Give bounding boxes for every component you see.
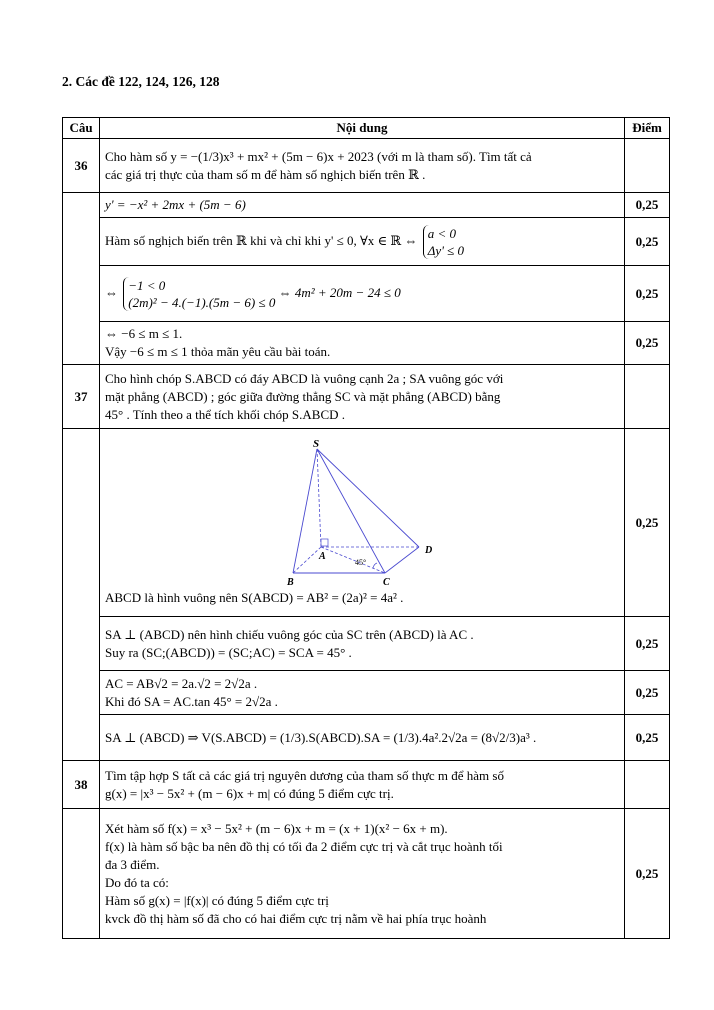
step-line: AC = AB√2 = 2a.√2 = 2√2a . <box>105 675 258 691</box>
table-row <box>63 809 670 939</box>
label-a: A <box>319 550 326 562</box>
prompt-line: Cho hàm số y = −(1/3)x³ + mx² + (5m − 6)x + 2023 (với m là tham số). Tìm tất cả <box>105 148 532 164</box>
solution-step: SA ⊥ (ABCD) ⇒ V(S.ABCD) = (1/3).S(ABCD).SA = (1/3).4a².2√2a = (8√2/3)a³ . <box>100 715 625 761</box>
solution-step <box>100 322 625 365</box>
solution-step <box>100 266 625 322</box>
label-c: C <box>383 576 390 588</box>
score-cell: 0,25 <box>625 715 670 761</box>
question-prompt <box>100 761 625 809</box>
system-line: −1 < 0 <box>128 277 166 293</box>
score-cell: 0,25 <box>625 193 670 218</box>
table-row <box>63 761 670 809</box>
step-line: ⇔ −6 ≤ m ≤ 1. <box>105 326 183 341</box>
step-line: đa 3 điểm. <box>105 856 160 872</box>
solution-step <box>100 429 625 617</box>
answer-table <box>62 117 670 939</box>
header-noidung: Nội dung <box>100 118 625 139</box>
step-line: Xét hàm số f(x) = x³ − 5x² + (m − 6)x + m = (x + 1)(x² − 6x + m). <box>105 820 448 836</box>
step-line: Hàm số g(x) = |f(x)| có đúng 5 điểm cực trị <box>105 892 329 908</box>
prompt-line: Tìm tập hợp S tất cả các giá trị nguyên dương của tham số thực m để hàm số <box>105 767 504 783</box>
step-line: Do đó ta có: <box>105 874 169 890</box>
solution-step <box>100 617 625 671</box>
step-line: kvck đồ thị hàm số đã cho có hai điểm cực trị nằm về hai phía trục hoành <box>105 910 487 926</box>
question-prompt <box>100 365 625 429</box>
question-number: 36 <box>63 139 100 193</box>
section-heading: 2. Các đề 122, 124, 126, 128 <box>62 74 220 89</box>
prompt-line: Cho hình chóp S.ABCD có đáy ABCD là vuông cạnh 2a ; SA vuông góc với <box>105 370 504 386</box>
table-row <box>63 365 670 429</box>
edge-ac <box>321 547 385 573</box>
system-brace <box>123 277 275 311</box>
score-cell: 0,25 <box>625 218 670 266</box>
prompt-line: mặt phẳng (ABCD) ; góc giữa đường thẳng SC và mặt phẳng (ABCD) bằng <box>105 388 501 404</box>
edge-sc <box>317 449 385 573</box>
edge-cd <box>385 547 419 573</box>
table-row <box>63 193 670 218</box>
solution-step: y' = −x² + 2mx + (5m − 6) <box>100 193 625 218</box>
system-line: a < 0 <box>427 225 457 241</box>
label-angle: 45° <box>355 557 367 567</box>
question-prompt <box>100 139 625 193</box>
system-line: Δy' ≤ 0 <box>427 242 465 258</box>
table-row <box>63 266 670 322</box>
score-cell: 0,25 <box>625 671 670 715</box>
label-d: D <box>425 544 433 556</box>
table-row <box>63 715 670 761</box>
step-line: Vậy −6 ≤ m ≤ 1 thỏa mãn yêu cầu bài toán. <box>105 344 331 359</box>
table-row <box>63 139 670 193</box>
number-cell <box>63 193 100 365</box>
step-text: Hàm số nghịch biến trên ℝ khi và chỉ khi y' ≤ 0, ∀x ∈ ℝ ⇔ <box>105 232 418 248</box>
solution-step <box>100 671 625 715</box>
angle-arc <box>373 563 377 568</box>
header-diem: Điểm <box>625 118 670 139</box>
step-line: f(x) là hàm số bậc ba nên đồ thị có tối đa 2 điểm cực trị và cắt trục hoành tối <box>105 838 503 854</box>
solution-step <box>100 218 625 266</box>
label-b: B <box>287 576 294 588</box>
solution-step <box>100 809 625 939</box>
equiv-symbol: ⇔ <box>105 284 118 300</box>
table-header-row <box>63 118 670 139</box>
step-line: ABCD là hình vuông nên S(ABCD) = AB² = (2a)² = 4a² . <box>105 589 404 605</box>
score-cell <box>625 761 670 809</box>
number-cell <box>63 809 100 939</box>
header-cau: Câu <box>63 118 100 139</box>
table-row <box>63 671 670 715</box>
table-row <box>63 429 670 617</box>
prompt-line: các giá trị thực của tham số m để hàm số nghịch biến trên ℝ . <box>105 166 426 182</box>
prompt-line: 45° . Tính theo a thể tích khối chóp S.ABCD . <box>105 406 346 422</box>
edge-sa <box>317 449 321 547</box>
number-cell <box>63 429 100 761</box>
pyramid-diagram <box>277 439 437 589</box>
step-line: Khi đó SA = AC.tan 45° = 2√2a . <box>105 693 278 709</box>
score-cell: 0,25 <box>625 809 670 939</box>
step-text: ⇔ 4m² + 20m − 24 ≤ 0 <box>278 284 401 300</box>
score-cell: 0,25 <box>625 322 670 365</box>
table-row <box>63 218 670 266</box>
table-row <box>63 617 670 671</box>
step-line: SA ⊥ (ABCD) nên hình chiếu vuông góc của SC trên (ABCD) là AC . <box>105 626 474 642</box>
prompt-line: g(x) = |x³ − 5x² + (m − 6)x + m| có đúng 5 điểm cực trị. <box>105 785 394 801</box>
pyramid-figure <box>105 439 619 589</box>
system-brace <box>423 225 464 259</box>
table-row <box>63 322 670 365</box>
score-cell <box>625 365 670 429</box>
right-angle-mark <box>321 539 328 546</box>
step-line: Suy ra (SC;(ABCD)) = (SC;AC) = SCA = 45° . <box>105 644 352 660</box>
label-s: S <box>313 438 320 450</box>
question-number: 38 <box>63 761 100 809</box>
system-line: (2m)² − 4.(−1).(5m − 6) ≤ 0 <box>128 294 276 310</box>
question-number: 37 <box>63 365 100 429</box>
score-cell: 0,25 <box>625 429 670 617</box>
score-cell: 0,25 <box>625 266 670 322</box>
edge-sd <box>317 449 419 547</box>
score-cell <box>625 139 670 193</box>
score-cell: 0,25 <box>625 617 670 671</box>
